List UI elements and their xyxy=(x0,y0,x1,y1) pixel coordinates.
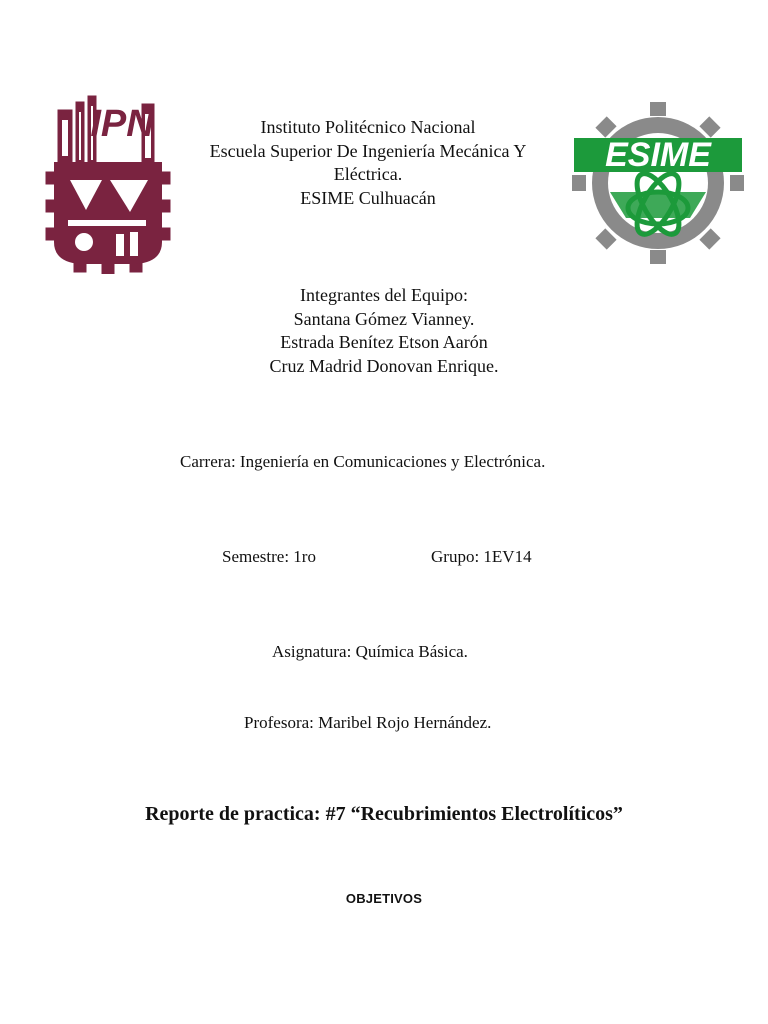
ipn-logo-letters: IPN xyxy=(90,103,154,145)
school-name-line1: Escuela Superior De Ingeniería Mecánica Y xyxy=(209,140,527,161)
team-members xyxy=(184,284,584,378)
objectives-heading: OBJETIVOS xyxy=(345,891,423,906)
team-heading: Integrantes del Equipo: xyxy=(300,285,468,305)
semester-line: Semestre: 1ro xyxy=(222,547,316,566)
school-name-line2: Eléctrica. xyxy=(333,164,403,184)
institution-name: Instituto Politécnico Nacional xyxy=(260,117,476,137)
group-line: Grupo: 1EV14 xyxy=(431,547,532,566)
campus-name: ESIME Culhuacán xyxy=(300,187,436,208)
teacher-line: Profesora: Maribel Rojo Hernández. xyxy=(244,713,492,732)
team-member: Estrada Benítez Etson Aarón xyxy=(280,332,488,352)
ipn-logo xyxy=(44,92,172,274)
esime-logo xyxy=(570,100,746,266)
esime-logo-letters: ESIME xyxy=(605,136,711,174)
team-member: Cruz Madrid Donovan Enrique. xyxy=(269,355,499,376)
career-line: Carrera: Ingeniería en Comunicaciones y Electrónica. xyxy=(180,452,546,471)
team-member: Santana Gómez Vianney. xyxy=(293,308,475,329)
report-title: Reporte de practica: #7 “Recubrimientos Electrolíticos” xyxy=(145,803,623,825)
institution-header xyxy=(160,116,576,210)
subject-line: Asignatura: Química Básica. xyxy=(272,642,468,661)
